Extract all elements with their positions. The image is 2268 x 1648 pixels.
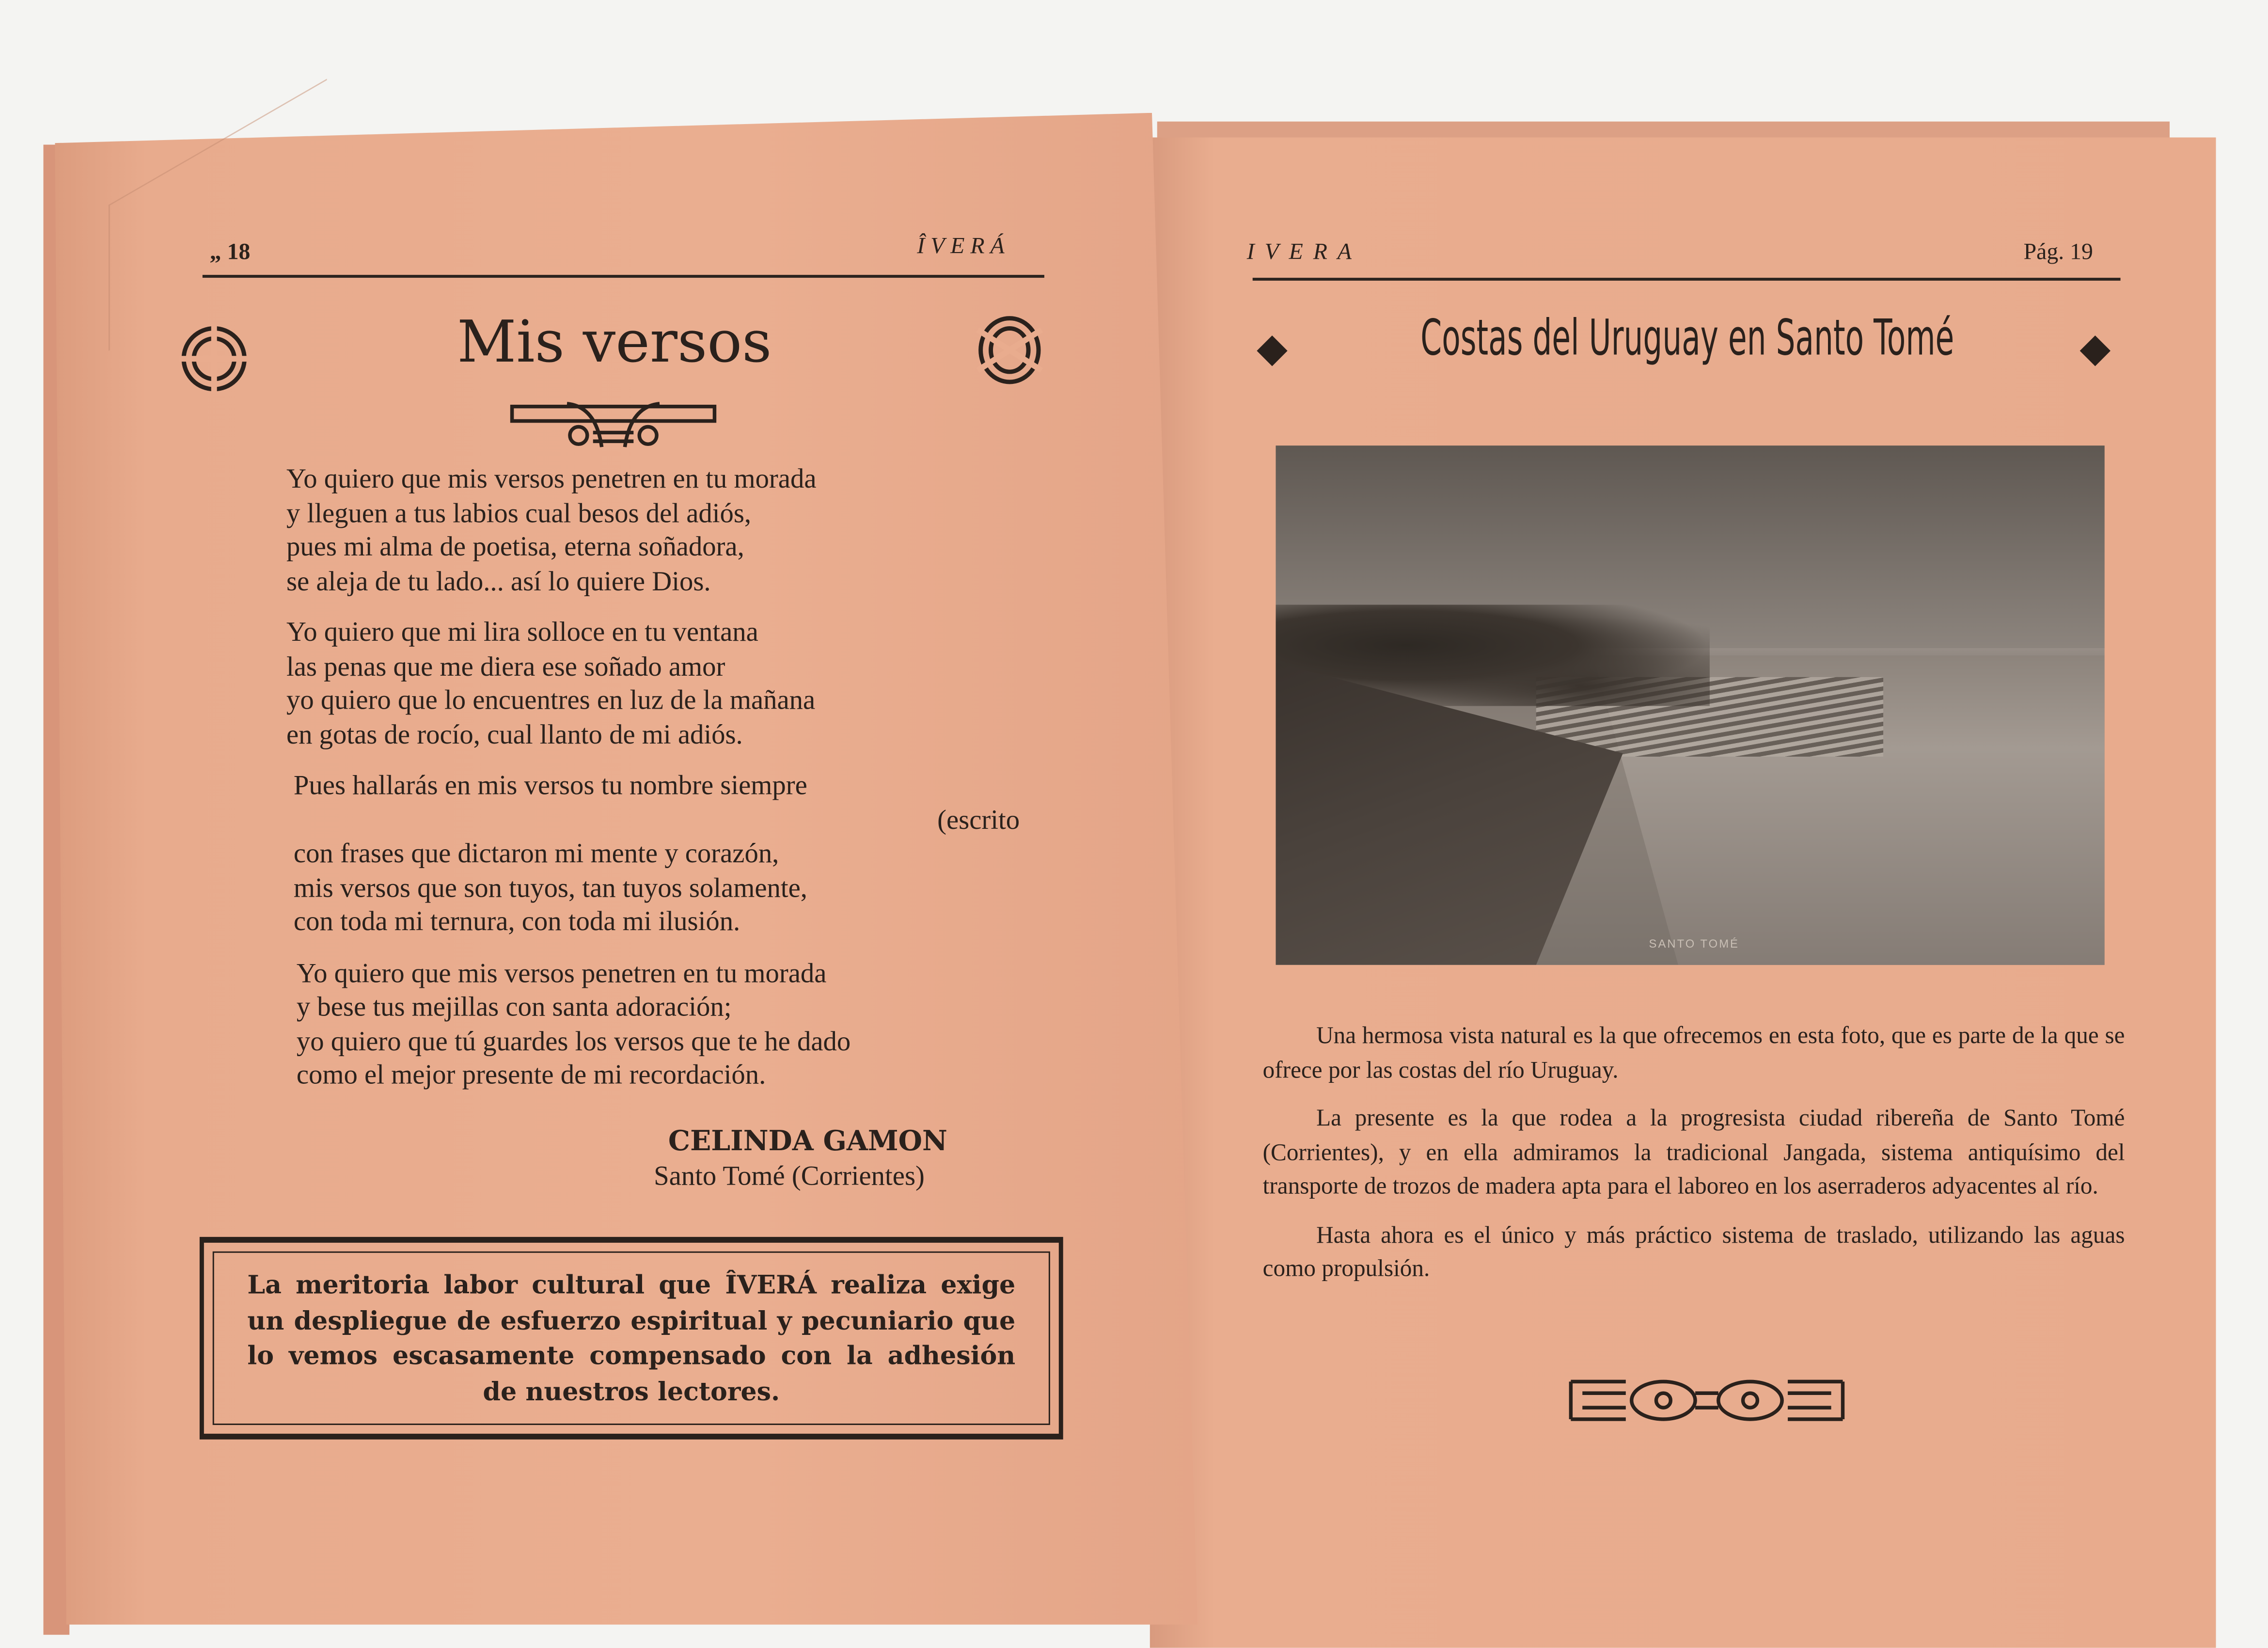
poem-line: con frases que dictaron mi mente y corazón, <box>293 839 779 870</box>
notice-text: La meritoria labor cultural que ÎVERÁ realiza exige un despliegue de esfuerzo espiritual y pecuniario que lo vemos escasamente compensado con la adhesión de nuestros lectores. <box>247 1271 1016 1407</box>
stanza-4 <box>286 957 1020 1093</box>
diamond-right-icon <box>2079 334 2113 369</box>
left-page-number: „ 18 <box>209 240 251 265</box>
author-place: Santo Tomé (Corrientes) <box>654 1161 925 1192</box>
poem-line: yo quiero que lo encuentres en luz de la mañana <box>286 685 816 716</box>
poem-line: mis versos que son tuyos, tan tuyos solamente, <box>293 873 807 903</box>
poem-title: Mis versos <box>457 309 772 377</box>
poem-line: las penas que me diera ese soñado amor <box>286 651 725 682</box>
title-ornament-icon <box>509 398 718 450</box>
paragraph: La presente es la que rodea a la progresista ciudad ribereña de Santo Tomé (Corrientes), y en ella admiramos la tradicional Jangada, sistema antiquísimo del transporte de trozos de madera apta para el laboreo en los aserraderos adyacentes al río. <box>1262 1104 2125 1200</box>
poem-author: CELINDA GAMON <box>668 1125 947 1157</box>
circle-ornament-right-icon <box>974 313 1046 388</box>
stanza-1 <box>286 463 1020 599</box>
circle-ornament-left-icon <box>178 321 250 396</box>
footer-ornament-icon <box>1568 1376 1845 1425</box>
right-running-head: IVERA <box>1246 240 1362 265</box>
right-page-number: Pág. 19 <box>2023 240 2093 265</box>
poem-line: y lleguen a tus labios cual besos del adiós, <box>286 498 752 529</box>
poem-line: (escrito <box>937 805 1020 836</box>
poem-line: Yo quiero que mi lira solloce en tu ventana <box>286 618 758 649</box>
photo-caption: SANTO TOMÉ <box>1649 937 1740 951</box>
poem-line: yo quiero que tú guardes los versos que te he dado <box>296 1026 851 1057</box>
header-rule <box>203 275 1044 278</box>
notice-box <box>200 1237 1063 1440</box>
stanza-3 <box>286 770 1020 940</box>
article-body <box>1263 1018 2125 1300</box>
header-rule <box>1253 278 2121 281</box>
poem-line: pues mi alma de poetisa, eterna soñadora, <box>286 532 744 563</box>
article-title: Costas del Uruguay en Santo Tomé <box>1420 309 1954 368</box>
poem-line: Pues hallarás en mis versos tu nombre siempre <box>293 771 807 802</box>
paragraph: Hasta ahora es el único y más práctico sistema de traslado, utilizando las aguas como propulsión. <box>1262 1220 2125 1282</box>
stanza-2 <box>286 616 1020 752</box>
poem-line: Yo quiero que mis versos penetren en tu morada <box>296 958 827 989</box>
poem-line: y bese tus mejillas con santa adoración; <box>296 992 732 1023</box>
poem-body <box>286 463 1020 1110</box>
poem-line: en gotas de rocío, cual llanto de mi adiós. <box>286 719 743 750</box>
river-coast-photo <box>1276 445 2105 965</box>
poem-line: con toda mi ternura, con toda mi ilusión. <box>293 907 740 938</box>
diamond-left-icon <box>1256 334 1291 369</box>
poem-line: se aleja de tu lado... así lo quiere Dios. <box>286 566 711 597</box>
left-running-head: ÎVERÁ <box>917 234 1010 259</box>
poem-line: Yo quiero que mis versos penetren en tu morada <box>286 464 817 495</box>
poem-line: como el mejor presente de mi recordación. <box>296 1060 766 1091</box>
paragraph: Una hermosa vista natural es la que ofrecemos en esta foto, que es parte de la que se ofrece por las costas del río Uruguay. <box>1262 1021 2125 1083</box>
